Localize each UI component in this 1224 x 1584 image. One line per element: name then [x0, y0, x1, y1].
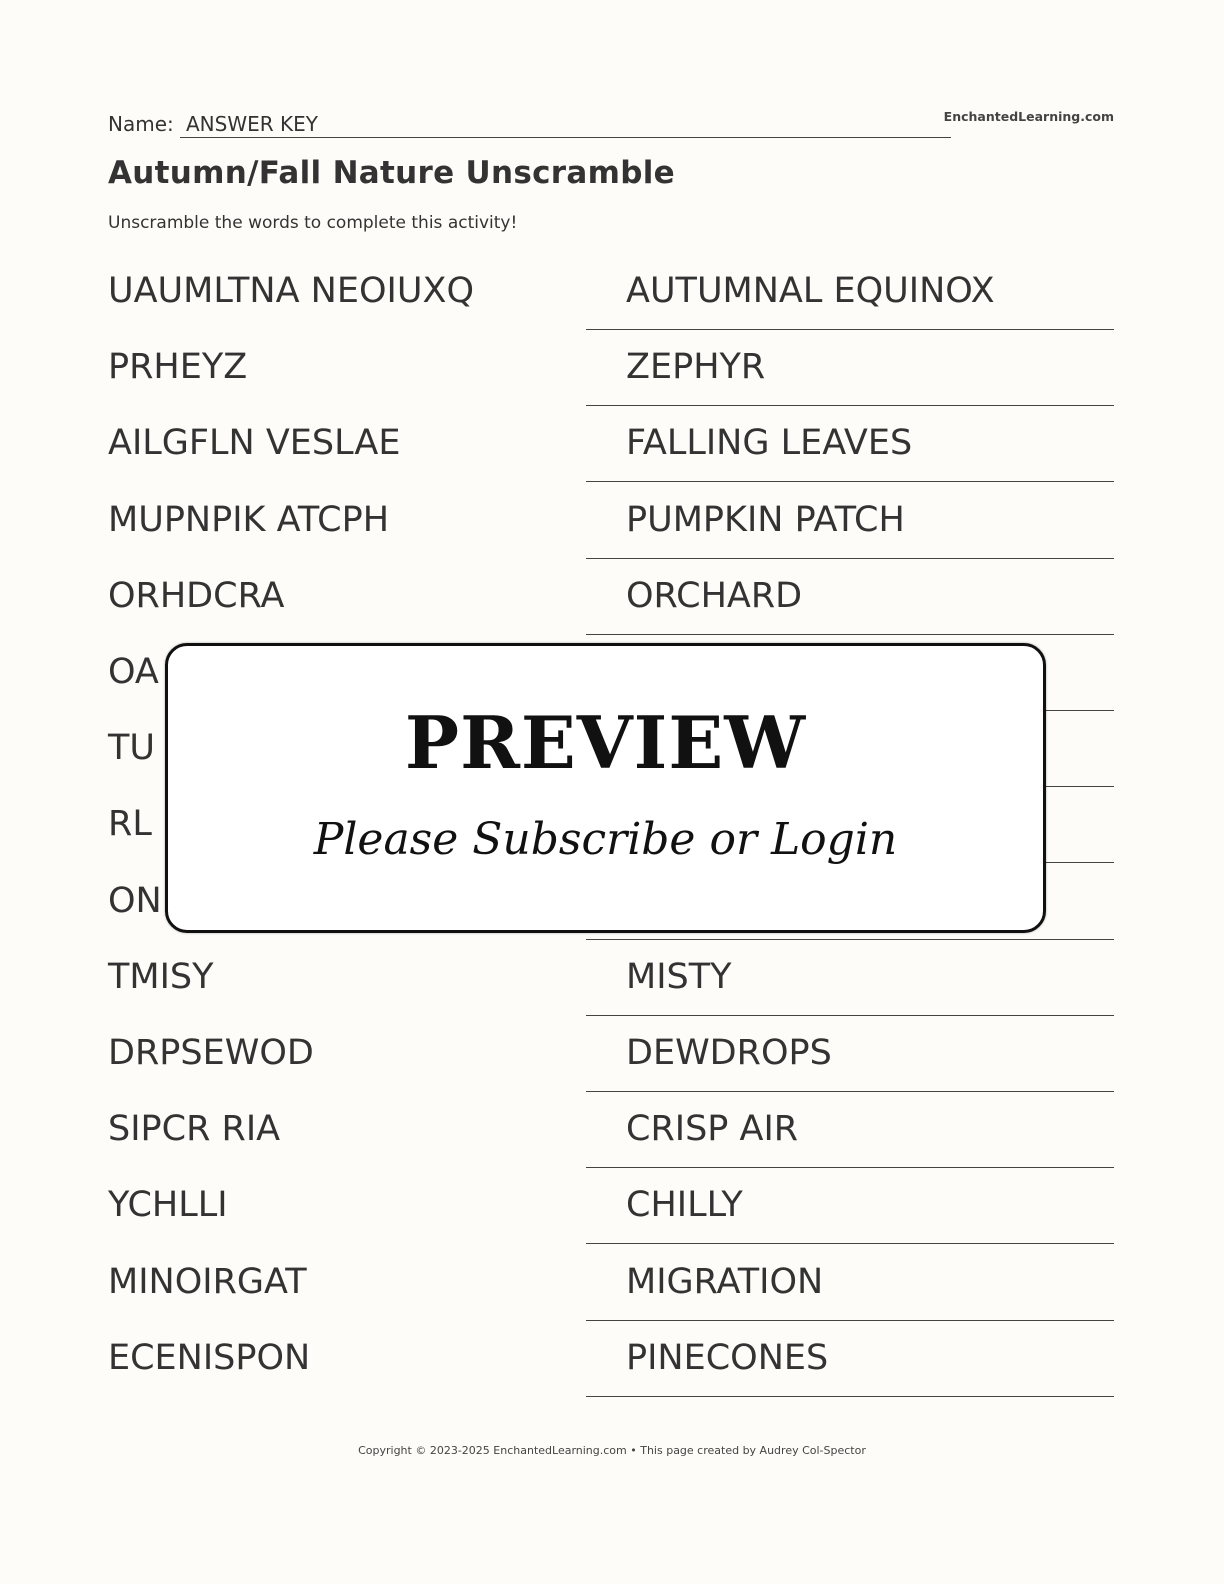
scrambled-word: PRHEYZ	[108, 347, 248, 388]
scrambled-word: ON	[108, 880, 162, 921]
subscribe-login-message: Please Subscribe or Login	[313, 814, 898, 865]
scrambled-word: YCHLLI	[108, 1185, 228, 1226]
answer-word: CHILLY	[626, 1185, 743, 1226]
scrambled-word: UAUMLTNA NEOIUXQ	[108, 271, 474, 311]
answer-word: ZEPHYR	[626, 347, 766, 388]
site-logo-text: EnchantedLearning.com	[943, 109, 1114, 124]
scrambled-word: DRPSEWOD	[108, 1033, 314, 1073]
answer-word: MIGRATION	[626, 1261, 824, 1302]
answer-line	[586, 411, 1114, 482]
answer-word: ORCHARD	[626, 575, 803, 616]
scrambled-word: MUPNPIK ATCPH	[108, 499, 390, 540]
scrambled-word: ECENISPON	[108, 1337, 311, 1378]
answer-line	[586, 564, 1114, 635]
page-title: Autumn/Fall Nature Unscramble	[108, 155, 675, 191]
scrambled-word: AILGFLN VESLAE	[108, 423, 401, 464]
preview-title: PREVIEW	[404, 700, 807, 785]
answer-word: PUMPKIN PATCH	[626, 499, 905, 540]
answer-line	[586, 1021, 1114, 1092]
answer-line	[586, 335, 1114, 406]
name-value: ANSWER KEY	[186, 112, 318, 136]
answer-word: MISTY	[626, 956, 732, 997]
answer-line	[586, 1250, 1114, 1321]
name-label: Name:	[108, 112, 174, 136]
answer-line	[586, 1173, 1114, 1244]
name-row	[108, 108, 951, 140]
answer-word: FALLING LEAVES	[626, 423, 913, 464]
answer-line	[586, 1097, 1114, 1168]
scrambled-word: ORHDCRA	[108, 575, 285, 616]
answer-line	[586, 488, 1114, 559]
preview-overlay	[165, 643, 1046, 933]
answer-line	[586, 259, 1114, 330]
scrambled-word: OA	[108, 652, 159, 692]
scrambled-word: MINOIRGAT	[108, 1261, 307, 1302]
footer-copyright: Copyright © 2023-2025 EnchantedLearning.com • This page created by Audrey Col-Spector	[358, 1444, 866, 1457]
instructions: Unscramble the words to complete this activity!	[108, 213, 518, 233]
answer-word: PINECONES	[626, 1337, 829, 1378]
scrambled-word: SIPCR RIA	[108, 1109, 281, 1150]
scrambled-word: TMISY	[108, 956, 214, 997]
answer-word: CRISP AIR	[626, 1109, 799, 1150]
answer-line	[586, 945, 1114, 1016]
scrambled-word: TU	[108, 728, 155, 769]
scrambled-word: RL	[108, 804, 152, 845]
answer-line	[586, 1326, 1114, 1397]
answer-word: DEWDROPS	[626, 1033, 832, 1073]
answer-word: AUTUMNAL EQUINOX	[626, 271, 995, 311]
